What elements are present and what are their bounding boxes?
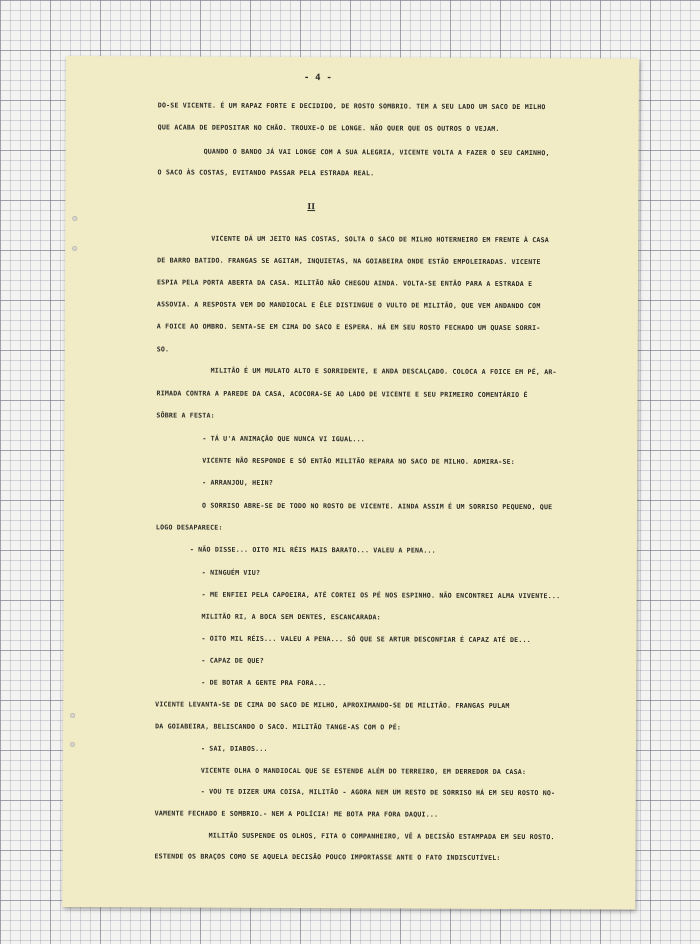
text-line: QUE ACABA DE DEPOSITAR NO CHÃO. TROUXE-O DE LONGE. NÃO QUER QUE OS OUTROS O VEJAM. (157, 123, 500, 133)
text-line: VICENTE NÃO RESPONDE E SÓ ENTÃO MILITÃO REPARA NO SACO DE MILHO. ADMIRA-SE: (202, 456, 515, 466)
text-line: VAMENTE FECHADO E SOMBRIO.- NEM A POLÍCIA! ME BOTA PRA FORA DAQUI... (154, 809, 439, 819)
text-line: SO. (156, 345, 170, 354)
text-line: MILITÃO SUSPENDE OS OLHOS, FITA O COMPANHEIRO, VÊ A DECISÃO ESTAMPADA EM SEU ROSTO. (208, 831, 555, 842)
page-number: - 4 - (303, 73, 333, 84)
text-line: RIMADA CONTRA A PAREDE DA CASA, ACOCORA-SE AO LADO DE VICENTE E SEU PRIMEIRO COMENTÁRIO É (156, 389, 528, 400)
text-line: - VOU TE DIZER UMA COISA, MILITÃO - AGORA NEM UM RESTO DE SORRISO HÁ EM SEU ROSTO NO- (200, 787, 556, 798)
text-line: SÔBRE A FESTA: (156, 411, 215, 420)
text-line: O SORRISO ABRE-SE DE TODO NO ROSTO DE VICENTE. AINDA ASSIM É UM SORRISO PEQUENO, QUE (202, 501, 553, 512)
text-line: - SAI, DIABOS... (200, 744, 268, 753)
text-line: MILITÃO RI, A BOCA SEM DENTES, ESCANCARADA: (201, 612, 381, 622)
text-line: ESTENDE OS BRAÇOS COMO SE AQUELA DECISÃO POUCO IMPORTASSE ANTE O FATO INDISCUTÍVEL: (154, 852, 501, 862)
text-line: - OITO MIL RÉIS... VALEU A PENA... SÓ QUE SE ARTUR DESCONFIAR É CAPAZ ATÉ DE... (201, 634, 531, 645)
text-line: LOGO DESAPARECE: (155, 523, 223, 532)
text-line: ESPIA PELA PORTA ABERTA DA CASA. MILITÃO NÃO CHEGOU AINDA. VOLTA-SE ENTÃO PARA A ESTRADA E (156, 278, 533, 289)
text-line: - NINGUÉM VIU? (201, 568, 261, 577)
text-line: A FOICE AO OMBRO. SENTA-SE EM CIMA DO SACO E ESPERA. HÁ EM SEU ROSTO FECHADO UM QUASE SORRI- (156, 322, 541, 333)
text-line: MILITÃO É UM MULATO ALTO E SORRIDENTE, E ANDA DESCALÇADO. COLOCA A FOICE EM PÉ, AR- (210, 366, 557, 377)
text-line: VICENTE LEVANTA-SE DE CIMA DO SACO DE MILHO, APROXIMANDO-SE DE MILITÃO. FRANGAS PULAM (155, 700, 510, 710)
text-line: - DE BOTAR A GENTE PRA FORA... (201, 678, 327, 688)
text-line: ASSOVIA. A RESPOSTA VEM DO MANDIOCAL E ÊLE DISTINGUE O VULTO DE MILITÃO, QUE VEM ANDANDO COM (156, 300, 541, 311)
text-line: O SACO ÀS COSTAS, EVITANDO PASSAR PELA ESTRADA REAL. (157, 168, 375, 178)
text-line: VICENTE DÁ UM JEITO NAS COSTAS, SOLTA O SACO DE MILHO HOTERNEIRO EM FRENTE À CASA (211, 234, 549, 245)
text-line: VICENTE OLHA O MANDIOCAL QUE SE ESTENDE ALÉM DO TERREIRO, EM DERREDOR DA CASA: (200, 766, 527, 777)
section-number: II (307, 201, 316, 212)
text-line: - NÃO DISSE... OITO MIL RÉIS MAIS BARATO... VALEU A PENA... (189, 545, 436, 555)
punch-hole (72, 246, 77, 251)
punch-hole (70, 713, 75, 718)
text-line: - ME ENFIEI PELA CAPOEIRA, ATÉ CORTEI OS PÉ NOS ESPINHO. NÃO ENCONTREI ALMA VIVENTE... (201, 590, 561, 601)
text-line: - ARRANJOU, HEIN? (202, 478, 274, 487)
typewritten-page (62, 56, 639, 909)
text-line: DO-SE VICENTE. É UM RAPAZ FORTE E DECIDIDO, DE ROSTO SOMBRIO. TEM A SEU LADO UM SACO DE MILHO (157, 101, 546, 112)
text-line: - TÁ U'A ANIMAÇÃO QUE NUNCA VI IGUAL... (202, 434, 365, 444)
text-line: - CAPAZ DE QUE? (201, 656, 264, 665)
punch-hole (72, 216, 77, 221)
text-line: DA GOIABEIRA, BELISCANDO O SACO. MILITÃO TANGE-AS COM O PÉ: (155, 722, 402, 732)
text-line: DE BARRO BATIDO. FRANGAS SE AGITAM, INQUIETAS, NA GOIABEIRA ONDE ESTÃO EMPOLEIRADAS. VICENTE (157, 256, 541, 267)
punch-hole (70, 742, 75, 747)
text-line: QUANDO O BANDO JÁ VAI LONGE COM A SUA ALEGRIA, VICENTE VOLTA A FAZER O SEU CAMINHO, (203, 147, 550, 158)
